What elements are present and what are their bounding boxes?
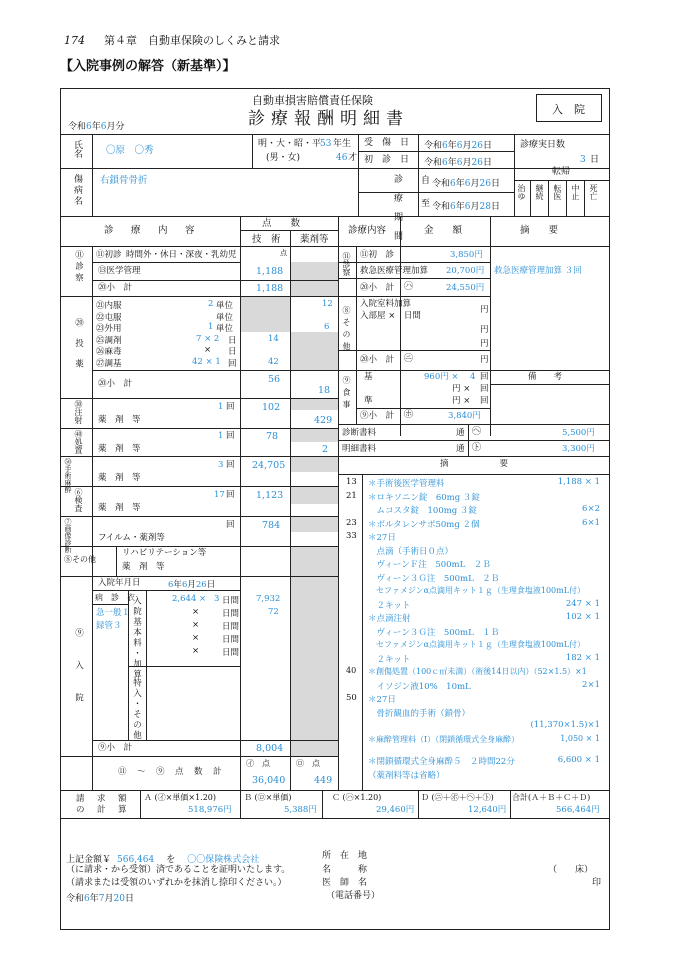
summary-row: 40 ＊創傷処置（100ｃ㎡未満）（術後14日以内）（52×1.5）×1 [346,666,587,676]
actual-days: 3 [580,155,586,165]
summary-row: (11,370×1.5)×1 [530,720,600,730]
points-total-label: ⑪ ～ ⑨ 点 数 計 [118,767,223,777]
exam-section: ⑥検査 [74,488,83,512]
other-section: ⑧その他 [64,555,96,564]
meal-subtotal-label: ⑨小 計 [360,411,395,421]
certify-date: 令和6年7月20日 [66,894,134,904]
meal-row3-unit: 回 [480,396,489,406]
inpatient-rows [148,594,338,659]
admit-label: 入院年月日 [98,578,141,588]
other-row1: リハビリテーション等 [122,548,207,558]
procedure-unit: 回 [226,431,235,441]
right-other-section: ⑧その他 [342,306,351,354]
med-item: ㉒屯服 単位 [96,312,234,323]
first-visit-date: 令和6年6月26日 [424,158,492,168]
right-header-summary: 摘 要 [520,225,559,236]
meal-subtotal: 3,840円 [448,411,481,421]
meal-subtotal-mark: ㋭ [404,410,414,420]
injection-drug-label: 薬 剤 等 [98,415,141,425]
summary-row: ヴィーンＦ注 500mL ２Ｂ [368,560,491,570]
med-subtotal-tech: 56 [268,374,281,385]
summary-row: イソジン液10% 10mL 2×1 [368,679,600,692]
inpatient-row: × 日間 72 [192,607,279,619]
birth-year: 53 [320,139,332,149]
shade-inp-sub-drug [291,740,338,756]
summary-row: 21 ＊ロキソニン錠 60mg ３錠 [346,490,480,503]
first-visit-row-detail: 時間外・休日・深夜・乳幼児 [126,250,237,260]
med-item: ㉗調基 42 × 1 回 42 [96,356,279,369]
med-section: ⑳投薬 [73,318,84,380]
points-total-tech: 36,040 [252,775,286,786]
doctor-label: 医 師 名 [322,878,368,888]
form-title: 診療報酬明細書 [248,109,409,129]
summary-row: ＊点滴注射 102 × 1 [368,612,600,624]
period-to: 令和6年6月28日 [432,202,500,212]
right-other-subtotal-label: ⑳小 計 [360,355,395,365]
summary-row: 骨折観血的手術（鎖骨） [368,708,471,719]
med-item: ㉕調剤 7 × 2 日 14 [96,333,279,346]
disease-label: 傷病名 [72,174,82,207]
total-d-label: Ｄ (㋥＋㋭＋㋬＋㋣) [421,793,494,802]
actual-days-label: 診療実日数 [520,140,566,150]
period-to-label: 至 [421,199,431,209]
right-header-amount: 金 額 [424,225,463,236]
exam-qty: 17 [214,490,225,500]
total-a: 518,976円 [188,805,232,815]
form-date: 令和6年6月分 [68,122,125,132]
certificate-mark: ㋬ [472,427,482,437]
phone-label: （電話番号） [326,891,381,901]
other-row-unit-1: 円 [480,325,489,335]
summary-row: 点滴（手術日０点） [368,546,454,557]
total-b-label: Ｂ (㋺×単価) [244,793,292,802]
first-visit-row-label: ⑪初診 [96,250,122,260]
outcome-label: 転帰 [552,167,571,177]
form-subtitle: 自動車損害賠償責任保険 [252,94,373,107]
certify-line-1: 上記金額￥ 566,464 を 〇〇保険株式会社 [66,855,260,865]
right-subtotal-mark: ㋩ [404,282,414,292]
injection-section: ㉚注射 [74,400,83,424]
surgery-unit: 回 [226,460,235,470]
outcome-3: 転医 [553,184,562,200]
name-label-footer: 名 称 [322,865,368,875]
inpatient-row: 2,644 × 3 日間 7,932 [172,594,281,606]
totals-label: 請 求 額 の 計 算 [76,794,129,815]
period-from-label: 自 [421,176,431,186]
room-label-2: 入部屋 × 日間 [360,311,421,321]
total-c: 29,460円 [376,805,415,815]
procedure-drug-label: 薬 剤 等 [98,444,141,454]
inpatient-row: × 日間 [192,646,240,658]
period-from: 令和6年6月26日 [432,179,500,189]
exam-tech: 1,123 [256,490,284,501]
meal-row3-qty: 円 × [452,396,471,406]
total-sum: 566,464円 [556,805,600,815]
consult-row2-label: ⑳小 計 [98,283,133,293]
inpatient-row: × 日間 [192,620,240,632]
procedure-qty: 1 [218,431,224,441]
meal-row1-count: 4 [470,372,476,382]
points-total-drug-label: ㋺ 点 [296,759,320,768]
meal-row2-label: 準 [364,396,373,406]
outcome-1: 治ゆ [517,184,526,200]
total-d: 12,640円 [468,805,507,815]
surgery-drug-label: 薬 剤 等 [98,473,141,483]
right-subtotal-label: ⑳小 計 [360,283,395,293]
injection-unit: 回 [226,402,235,412]
inpatient-row: × 日間 [192,633,240,645]
med-subtotal-drug: 18 [318,385,331,396]
injection-tech: 102 [262,402,281,413]
summary-row: セファメジンα点滴用キット１ｇ（生理食塩液100mL付） [368,640,586,649]
shade-surg-drug [291,456,338,472]
birth-era: 明・大・昭・平 [258,139,322,149]
summary-row: ヴィーン３Ｇ注 500mL ２Ｂ [368,573,500,584]
age: 46 [336,153,348,163]
exam-drug-label: 薬 剤 等 [98,503,141,513]
summary-list [338,477,610,782]
injection-qty: 1 [218,402,224,412]
patient-name: 〇原 〇秀 [106,145,154,156]
summary-row: 13 ＊手術後医学管理料 1,188 × 1 [346,477,600,489]
procedure-drug: 2 [322,444,329,455]
imaging-section: ⑦画像診断 [64,518,72,553]
outcome-2: 継続 [535,184,544,200]
right-emergency-label: 救急医療管理加算 [360,266,429,276]
statement-mark: ㋣ [472,443,482,453]
procedure-tech: 78 [266,431,279,442]
certificate-count: 通 [456,428,465,438]
disease-name: 右鎖骨骨折 [100,175,148,186]
summary-row: ２キット 247 × 1 [368,598,600,611]
shade-proc-drug [291,428,338,442]
med-item: ㉓外用 1 単位 6 [96,322,330,334]
inpatient-section: ⑨入院 [73,628,84,726]
left-header-points: 点 数 [262,218,301,229]
certificate-amount: 5,500円 [562,428,595,438]
total-c-label: Ｃ (㋩×1.20) [332,793,382,802]
summary-row: 50 ＊27日 [346,693,396,705]
summary-header: 摘 要 [440,459,509,469]
right-emergency-note: 救急医療管理加算 ３回 [494,266,582,276]
summary-row: ムコスタ錠 100mg ３錠 6×2 [368,504,600,516]
chapter-title: 第４章 自動車保険のしくみと請求 [104,34,280,47]
med-subtotal-label: ⑳小 計 [98,379,133,389]
other-row-unit-2: 円 [480,339,489,349]
total-a-label: Ａ (㋑×単価×1.20) [144,793,217,802]
left-header-drug: 薬剤等 [300,234,329,245]
injury-date-label: 受 傷 日 [364,138,410,148]
page-number: 174 [64,34,85,47]
imaging-tech: 784 [262,520,281,531]
injury-date: 令和6年6月26日 [424,141,492,151]
room-unit: 円 [480,305,489,315]
med-item: ㉑内服 2 単位 12 [96,299,333,311]
certify-line-3: （請求または受領のいずれかを抹消し捺印ください。） [66,878,287,888]
consult-row1-value: 1,188 [256,266,284,277]
outcome-4: 中止 [571,184,580,200]
surgery-tech: 24,705 [252,460,286,471]
meal-row1-unit: 回 [480,372,489,382]
right-other-subtotal-mark: ㋥ [404,354,414,364]
right-subtotal-amount: 24,550円 [446,283,485,293]
summary-row: セファメジンα点滴用キット１ｇ（生理食塩液100mL付） [368,586,586,595]
shade-exam-drug [291,486,338,504]
section-title: 【入院事例の解答（新基準）】 [60,59,236,74]
meal-row1-qty: 960円 × [424,372,459,382]
left-header-tech: 技 術 [252,234,281,245]
certificate-label: 診断書料 [342,428,377,438]
meal-section: ⑨食事 [342,376,351,412]
shade-consult-drug [291,262,338,296]
imaging-drug-label: フイルム・薬剤等 [98,533,165,543]
period-label: 診療期間 [392,174,402,250]
name-label: 氏名 [72,140,82,158]
med-items [96,299,338,368]
points-total-tech-label: ㋑ 点 [246,759,270,768]
consult-section: ⑪診察 [73,250,84,285]
admit-date: 6年6月26日 [168,580,216,590]
surgery-section: ㊿手術麻酔 [64,458,72,493]
actual-days-unit: 日 [590,155,600,165]
summary-row: 33 ＊27日 [346,531,396,543]
summary-row: （薬剤料等は省略） [368,770,445,781]
right-header-content: 診療内容 [348,225,387,236]
summary-row: ＊閉鎖循環式全身麻酔５ ２時間22分 6,600 × 1 [368,755,600,767]
right-first-label: ⑪初 診 [360,250,395,260]
points-total-drug: 449 [314,775,333,786]
shade-other [291,546,338,576]
age-unit: 才 [348,153,358,163]
total-sum-label: 合計(Ａ＋Ｂ＋Ｃ＋Ｄ) [512,793,591,802]
injection-drug: 429 [314,415,333,426]
consult-row2-value: 1,188 [256,283,284,294]
exam-unit: 回 [226,490,235,500]
summary-row [338,747,610,755]
bed-label: （ 床） [548,865,594,875]
special-label: 特入・その他 [131,678,142,741]
room-label-1: 入院室料加算 [360,299,412,309]
shade-img-drug [291,516,338,532]
procedure-section: ㊵処置 [74,430,83,454]
seal-label: 印 [592,878,602,888]
inpatient-subtotal-label: ⑨小 計 [98,743,133,753]
consult-row1-label: ⑬医学管理 [98,266,141,276]
statement-label: 明細書料 [342,444,377,454]
statement-amount: 3,300円 [562,444,595,454]
other-row2: 薬 剤 等 [122,562,165,572]
meal-row2-unit: 回 [480,384,489,394]
inpatient-code-1: 急一般１ [96,608,131,618]
basic-fee-label: 入院基本料・加算 [131,596,142,680]
summary-row: ＊麻酔管理料（Ⅰ）（閉鎖循環式全身麻酔） 1,050 × 1 [368,733,600,744]
first-visit-label: 初 診 日 [364,155,410,165]
address-label: 所 在 地 [322,851,368,861]
certify-line-2: （に請求・から受領）済であることを証明いたします。 [66,865,291,875]
consult-right-section: ⑪診察 [342,252,351,276]
summary-row: ２キット 182 × 1 [368,652,600,665]
first-visit-row-unit: 点 [280,249,287,257]
right-first-amount: 3,850円 [450,250,483,260]
right-other-subtotal-unit: 円 [480,355,489,365]
admission-type: 入 院 [552,103,585,116]
summary-row: 23 ＊ボルタレンサポ50mg ２個 6×1 [346,517,600,530]
outcome-5: 死亡 [589,184,598,200]
surgery-qty: 3 [218,460,224,470]
inpatient-code-2: 録管３ [96,621,122,631]
left-header-content: 診 療 内 容 [104,225,199,236]
ward-label: 病 診 衣 [95,593,135,602]
med-item: ㉖麻毒 × 日 [96,345,237,357]
remark-label: 備 考 [528,372,563,382]
imaging-unit: 回 [226,520,235,530]
total-b: 5,388円 [284,805,317,815]
meal-row1-label: 基 [364,372,373,382]
inpatient-subtotal: 8,004 [256,743,284,754]
shade-inj-drug [291,398,338,410]
meal-row2-qty: 円 × [452,384,471,394]
right-emergency-amount: 20,700円 [446,266,485,276]
statement-count: 通 [456,444,465,454]
summary-row: ヴィーン３Ｇ注 500mL １Ｂ [368,627,500,638]
sex: (男・女) [266,153,301,163]
birth-year-unit: 年生 [333,139,352,149]
